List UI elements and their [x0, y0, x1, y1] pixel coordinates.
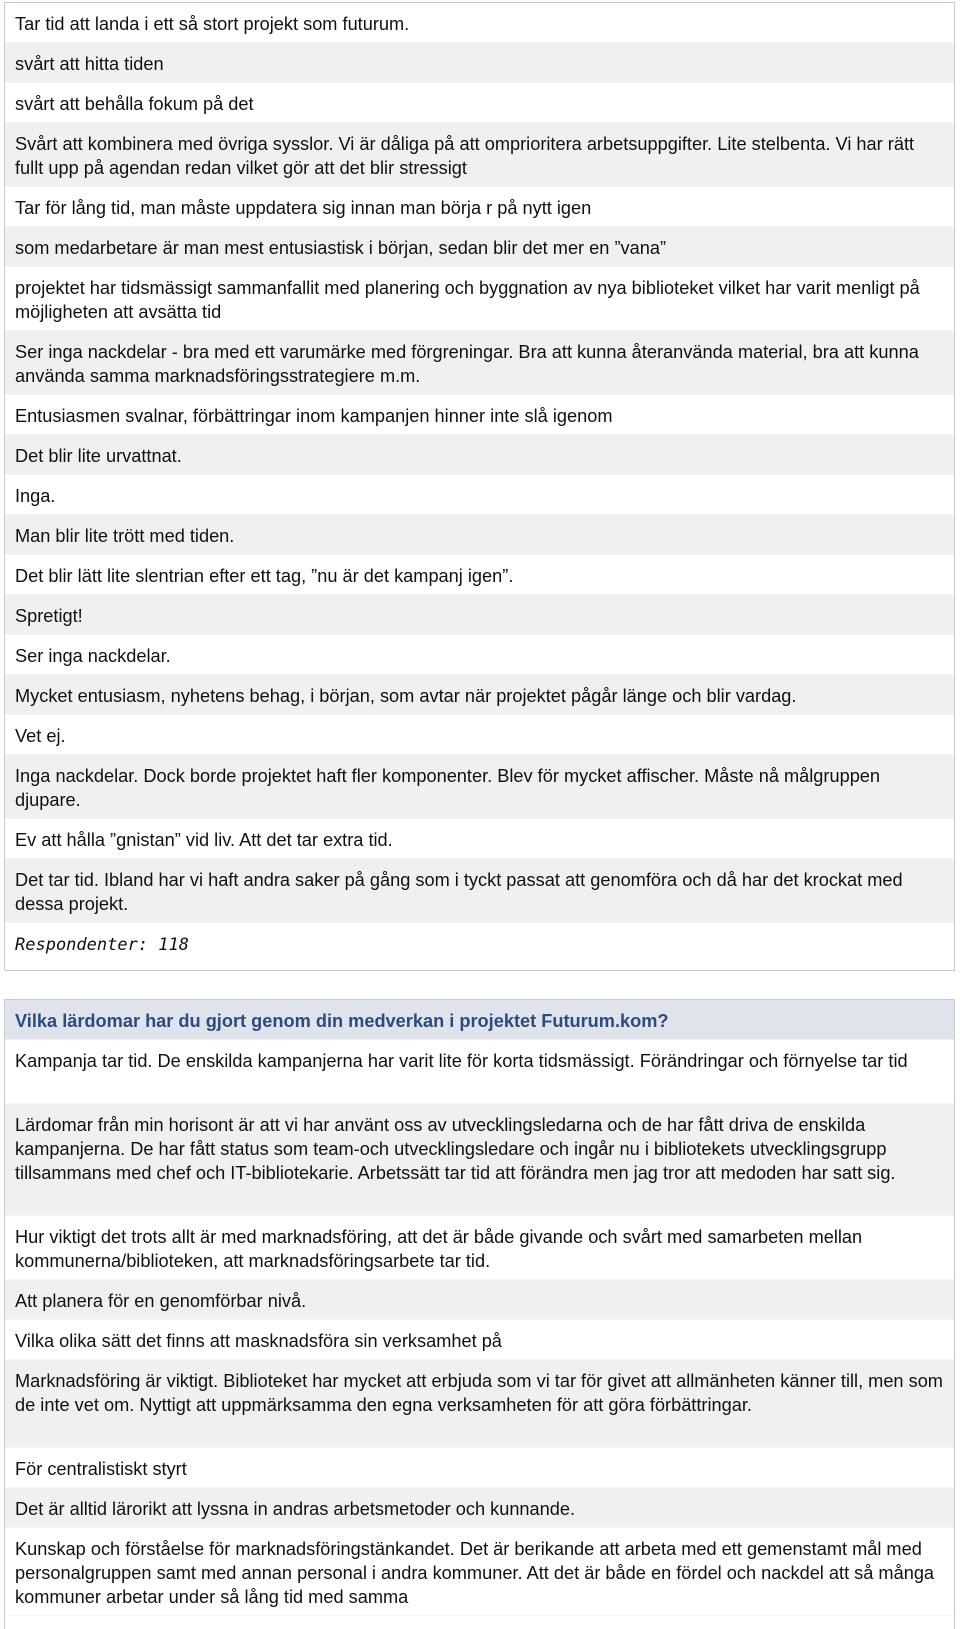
response-row: Svårt att kombinera med övriga sysslor. Vi är dåliga på att omprioritera arbetsuppgifter. Lite stelbenta. Vi har rätt fullt upp på agendan redan vilket gör att det blir stressigt: [5, 123, 954, 187]
response-row: Ser inga nackdelar - bra med ett varumärke med förgreningar. Bra att kunna återanvända material, bra att kunna använda samma marknadsföringsstrategiere m.m.: [5, 331, 954, 395]
response-row: Lärdomar från min horisont är att vi har använt oss av utvecklingsledarna och de har fått driva de enskilda kampanjerna. De har fått status som team-och utvecklingsledare och ingår nu i bibliotekets utvecklingsgrupp tillsammans med chef och IT-bibliotekarie. Arbetssätt tar tid att förändra men jag tror att medoden har satt sig.: [5, 1104, 954, 1216]
responses-panel-lessons: [4, 999, 955, 1629]
response-row: Ser inga nackdelar.: [5, 635, 954, 675]
response-row: Hur viktigt det trots allt är med marknadsföring, att det är både givande och svårt med samarbeten mellan kommunerna/biblioteken, att marknadsföringsarbete tar tid.: [5, 1216, 954, 1280]
response-row: Entusiasmen svalnar, förbättringar inom kampanjen hinner inte slå igenom: [5, 395, 954, 435]
responses-panel-disadvantages: [4, 2, 955, 971]
response-row: Att planera för en genomförbar nivå.: [5, 1280, 954, 1320]
response-row: Det blir lätt lite slentrian efter ett tag, ”nu är det kampanj igen”.: [5, 555, 954, 595]
response-row: Det är alltid lärorikt att lyssna in andras arbetsmetoder och kunnande.: [5, 1488, 954, 1528]
response-row: projektet har tidsmässigt sammanfallit med planering och byggnation av nya biblioteket vilket har varit menligt på möjligheten att avsätta tid: [5, 267, 954, 331]
response-row: Vet ej.: [5, 715, 954, 755]
response-row: Kunskap och förståelse för marknadsföringstänkandet. Det är berikande att arbeta med ett gemenstamt mål med personalgruppen samt med annan personal i andra kommuner. Att det är både en fördel och nackdel att så många kommuner arbetar under så lång tid med samma: [5, 1528, 954, 1616]
response-row: Det blir lite urvattnat.: [5, 435, 954, 475]
response-row: Inga nackdelar. Dock borde projektet haft fler komponenter. Blev för mycket affischer. Måste nå målgruppen djupare.: [5, 755, 954, 819]
response-row: Man blir lite trött med tiden.: [5, 515, 954, 555]
respondent-count: Respondenter: 118: [15, 935, 189, 955]
response-row: Vilka olika sätt det finns att masknadsföra sin verksamhet på: [5, 1320, 954, 1360]
response-row: För centralistiskt styrt: [5, 1448, 954, 1488]
response-row: som medarbetare är man mest entusiastisk i början, sedan blir det mer en ”vana”: [5, 227, 954, 267]
response-row: Ev att hålla ”gnistan” vid liv. Att det tar extra tid.: [5, 819, 954, 859]
response-row: Tar för lång tid, man måste uppdatera sig innan man börja r på nytt igen: [5, 187, 954, 227]
response-row: svårt att hitta tiden: [5, 43, 954, 83]
response-row: Tar tid att landa i ett så stort projekt som futurum.: [5, 3, 954, 43]
response-row: Marknadsföring är viktigt. Biblioteket har mycket att erbjuda som vi tar för givet att allmänheten känner till, men som de inte vet om. Nyttigt att uppmärksamma den egna verksamheten för att göra förbättringar.: [5, 1360, 954, 1448]
response-row: Kampanja tar tid. De enskilda kampanjerna har varit lite för korta tidsmässigt. Förändringar och förnyelse tar tid: [5, 1040, 954, 1104]
question-heading: Vilka lärdomar har du gjort genom din medverkan i projektet Futurum.kom?: [5, 1000, 954, 1040]
response-row: Spretigt!: [5, 595, 954, 635]
response-row: svårt att behålla fokum på det: [5, 83, 954, 123]
response-row: Mycket entusiasm, nyhetens behag, i början, som avtar när projektet pågår länge och blir vardag.: [5, 675, 954, 715]
response-row: Det tar tid. Ibland har vi haft andra saker på gång som i tyckt passat att genomföra och då har det krockat med dessa projekt.: [5, 859, 954, 923]
response-row: Inga.: [5, 475, 954, 515]
